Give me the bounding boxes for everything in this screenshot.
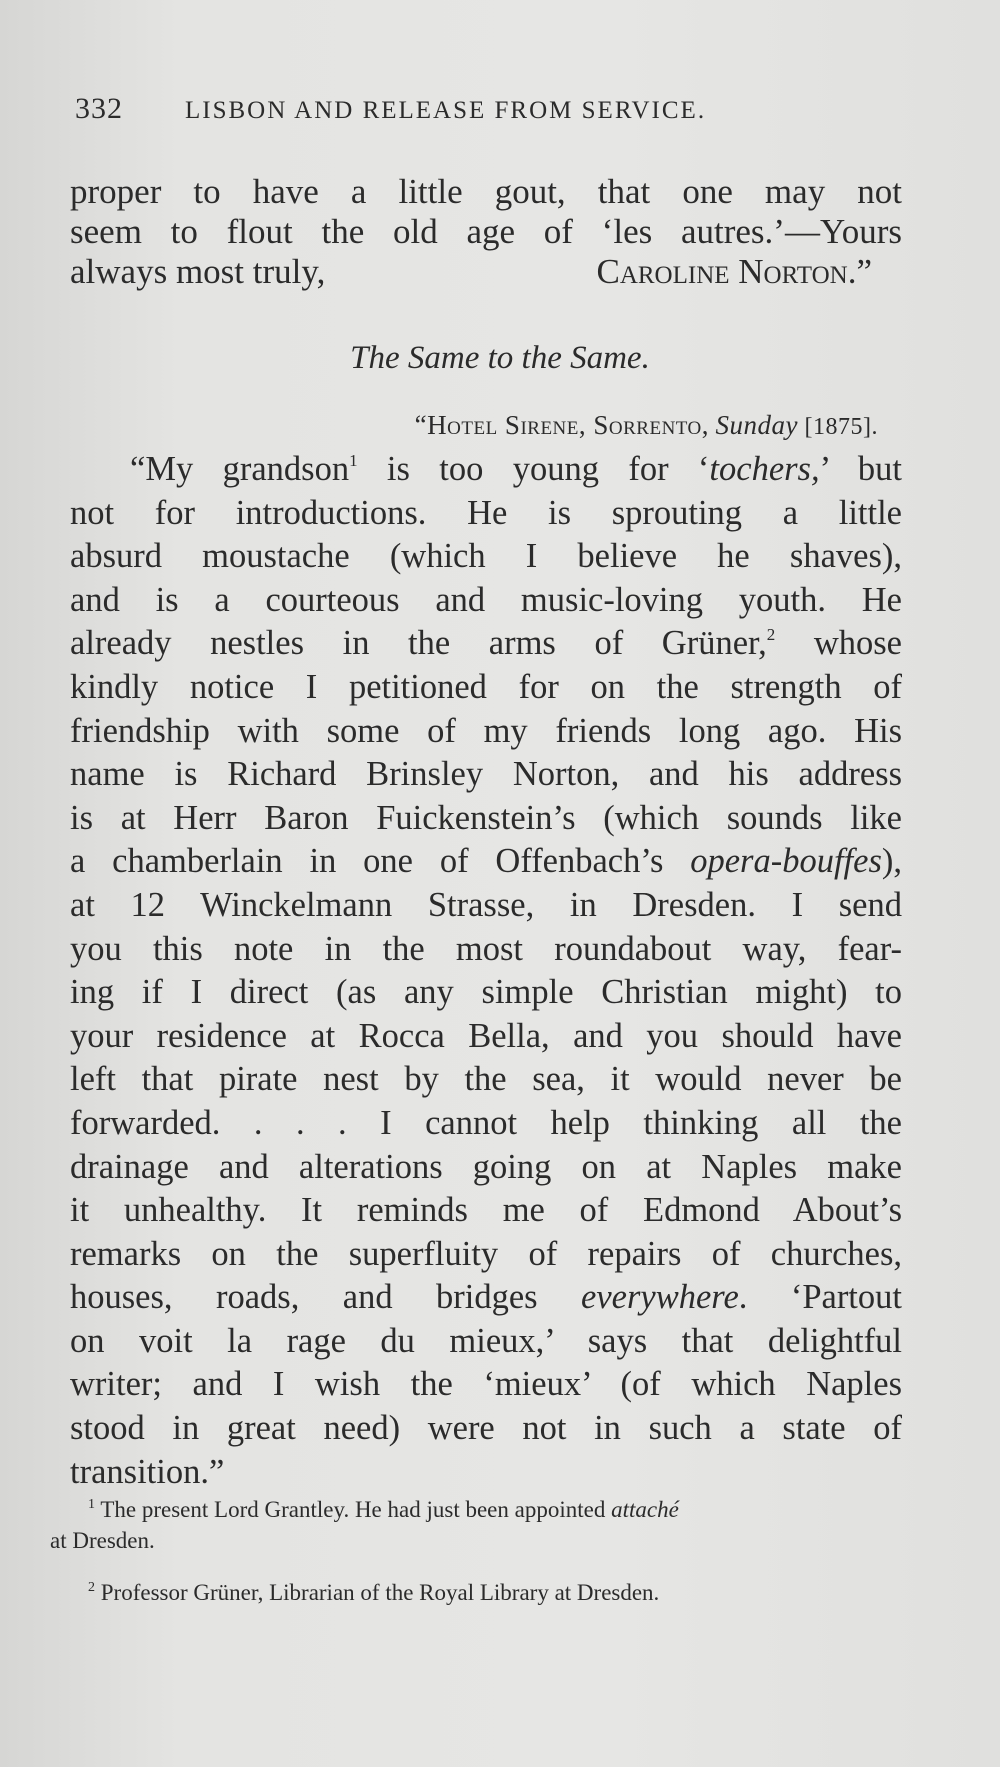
text-run: “My grandson	[130, 450, 350, 488]
text-run: ’ but	[819, 450, 902, 488]
dateline-day: Sunday	[715, 410, 799, 440]
dateline-place: “Hotel Sirene, Sorrento,	[414, 410, 710, 440]
text-line	[70, 448, 902, 492]
footnote-line: at Dresden.	[50, 1528, 155, 1553]
text-run: ),	[881, 842, 902, 881]
footnote-mark: 1	[88, 1497, 95, 1512]
closing-line	[70, 252, 902, 292]
text-line: stood in great need) were not in such a state of	[70, 1409, 902, 1448]
italic-run: everywhere	[581, 1278, 739, 1317]
text-line: absurd moustache (which I believe he shaves),	[70, 537, 902, 576]
text-line: forwarded. . . . I cannot help thinking all the	[70, 1103, 902, 1142]
dateline-year: [1875].	[804, 414, 878, 440]
text-line: you this note in the most roundabout way, fear-	[70, 929, 902, 968]
text-line: kindly notice I petitioned for on the strength of	[70, 667, 902, 706]
text-line: not for introductions. He is sprouting a little	[70, 493, 902, 532]
footnote-1	[50, 1494, 890, 1556]
text-run: is too young for ‘	[357, 450, 710, 488]
letter-heading: The Same to the Same.	[350, 340, 650, 376]
valediction: always most truly,	[70, 252, 326, 291]
dateline	[415, 410, 878, 441]
text-line: on voit la rage du mieux,’ says that delightful	[70, 1321, 902, 1360]
signature: Caroline Norton.”	[596, 252, 872, 291]
text-line: and is a courteous and music-loving youth. He	[70, 580, 902, 619]
text-line	[70, 622, 902, 666]
text-line: proper to have a little gout, that one may not	[70, 172, 902, 211]
italic-run: attaché	[611, 1497, 679, 1522]
text-run: already nestles in the arms of Grüner,	[70, 624, 767, 663]
text-line: is at Herr Baron Fuickenstein’s (which sounds like	[70, 798, 902, 837]
page-number: 332	[75, 92, 123, 125]
footnote-ref-2: 2	[766, 625, 776, 645]
text-run: whose	[775, 624, 902, 663]
text-line: seem to flout the old age of ‘les autres.’—Yours	[70, 212, 902, 251]
text-run: Professor Grüner, Librarian of the Royal Library at Dresden.	[100, 1580, 660, 1605]
text-line: name is Richard Brinsley Norton, and his address	[70, 755, 902, 794]
italic-run: opera-bouffes	[690, 842, 882, 881]
footnote-mark: 2	[88, 1580, 95, 1595]
text-line: left that pirate nest by the sea, it would never be	[70, 1060, 902, 1099]
italic-run: tochers,	[709, 450, 820, 488]
letter-body	[70, 448, 902, 1494]
text-run: houses, roads, and bridges	[70, 1278, 582, 1317]
footnote-line	[50, 1577, 890, 1608]
letter-closing	[70, 172, 902, 292]
text-line: friendship with some of my friends long ago. His	[70, 711, 902, 750]
text-line: it unhealthy. It reminds me of Edmond About’s	[70, 1191, 902, 1230]
text-run: . ‘Partout	[738, 1278, 902, 1317]
running-title: LISBON AND RELEASE FROM SERVICE.	[185, 97, 707, 124]
text-line: drainage and alterations going on at Naples make	[70, 1147, 902, 1186]
running-header	[75, 92, 895, 126]
text-line: at 12 Winckelmann Strasse, in Dresden. I send	[70, 885, 902, 924]
footnote-2	[50, 1577, 890, 1608]
text-line: transition.”	[70, 1452, 225, 1491]
text-line: your residence at Rocca Bella, and you should have	[70, 1016, 902, 1055]
text-line	[70, 840, 902, 884]
text-run: a chamberlain in one of Offenbach’s	[70, 842, 691, 881]
footnote-line	[50, 1494, 890, 1525]
text-line: remarks on the superfluity of repairs of churches,	[70, 1234, 902, 1273]
text-line: ing if I direct (as any simple Christian might) to	[70, 973, 902, 1012]
footnote-ref-1: 1	[349, 451, 358, 470]
text-line	[70, 1276, 902, 1320]
text-line: writer; and I wish the ‘mieux’ (of which Naples	[70, 1365, 902, 1404]
text-run: The present Lord Grantley. He had just been appointed	[100, 1497, 612, 1522]
